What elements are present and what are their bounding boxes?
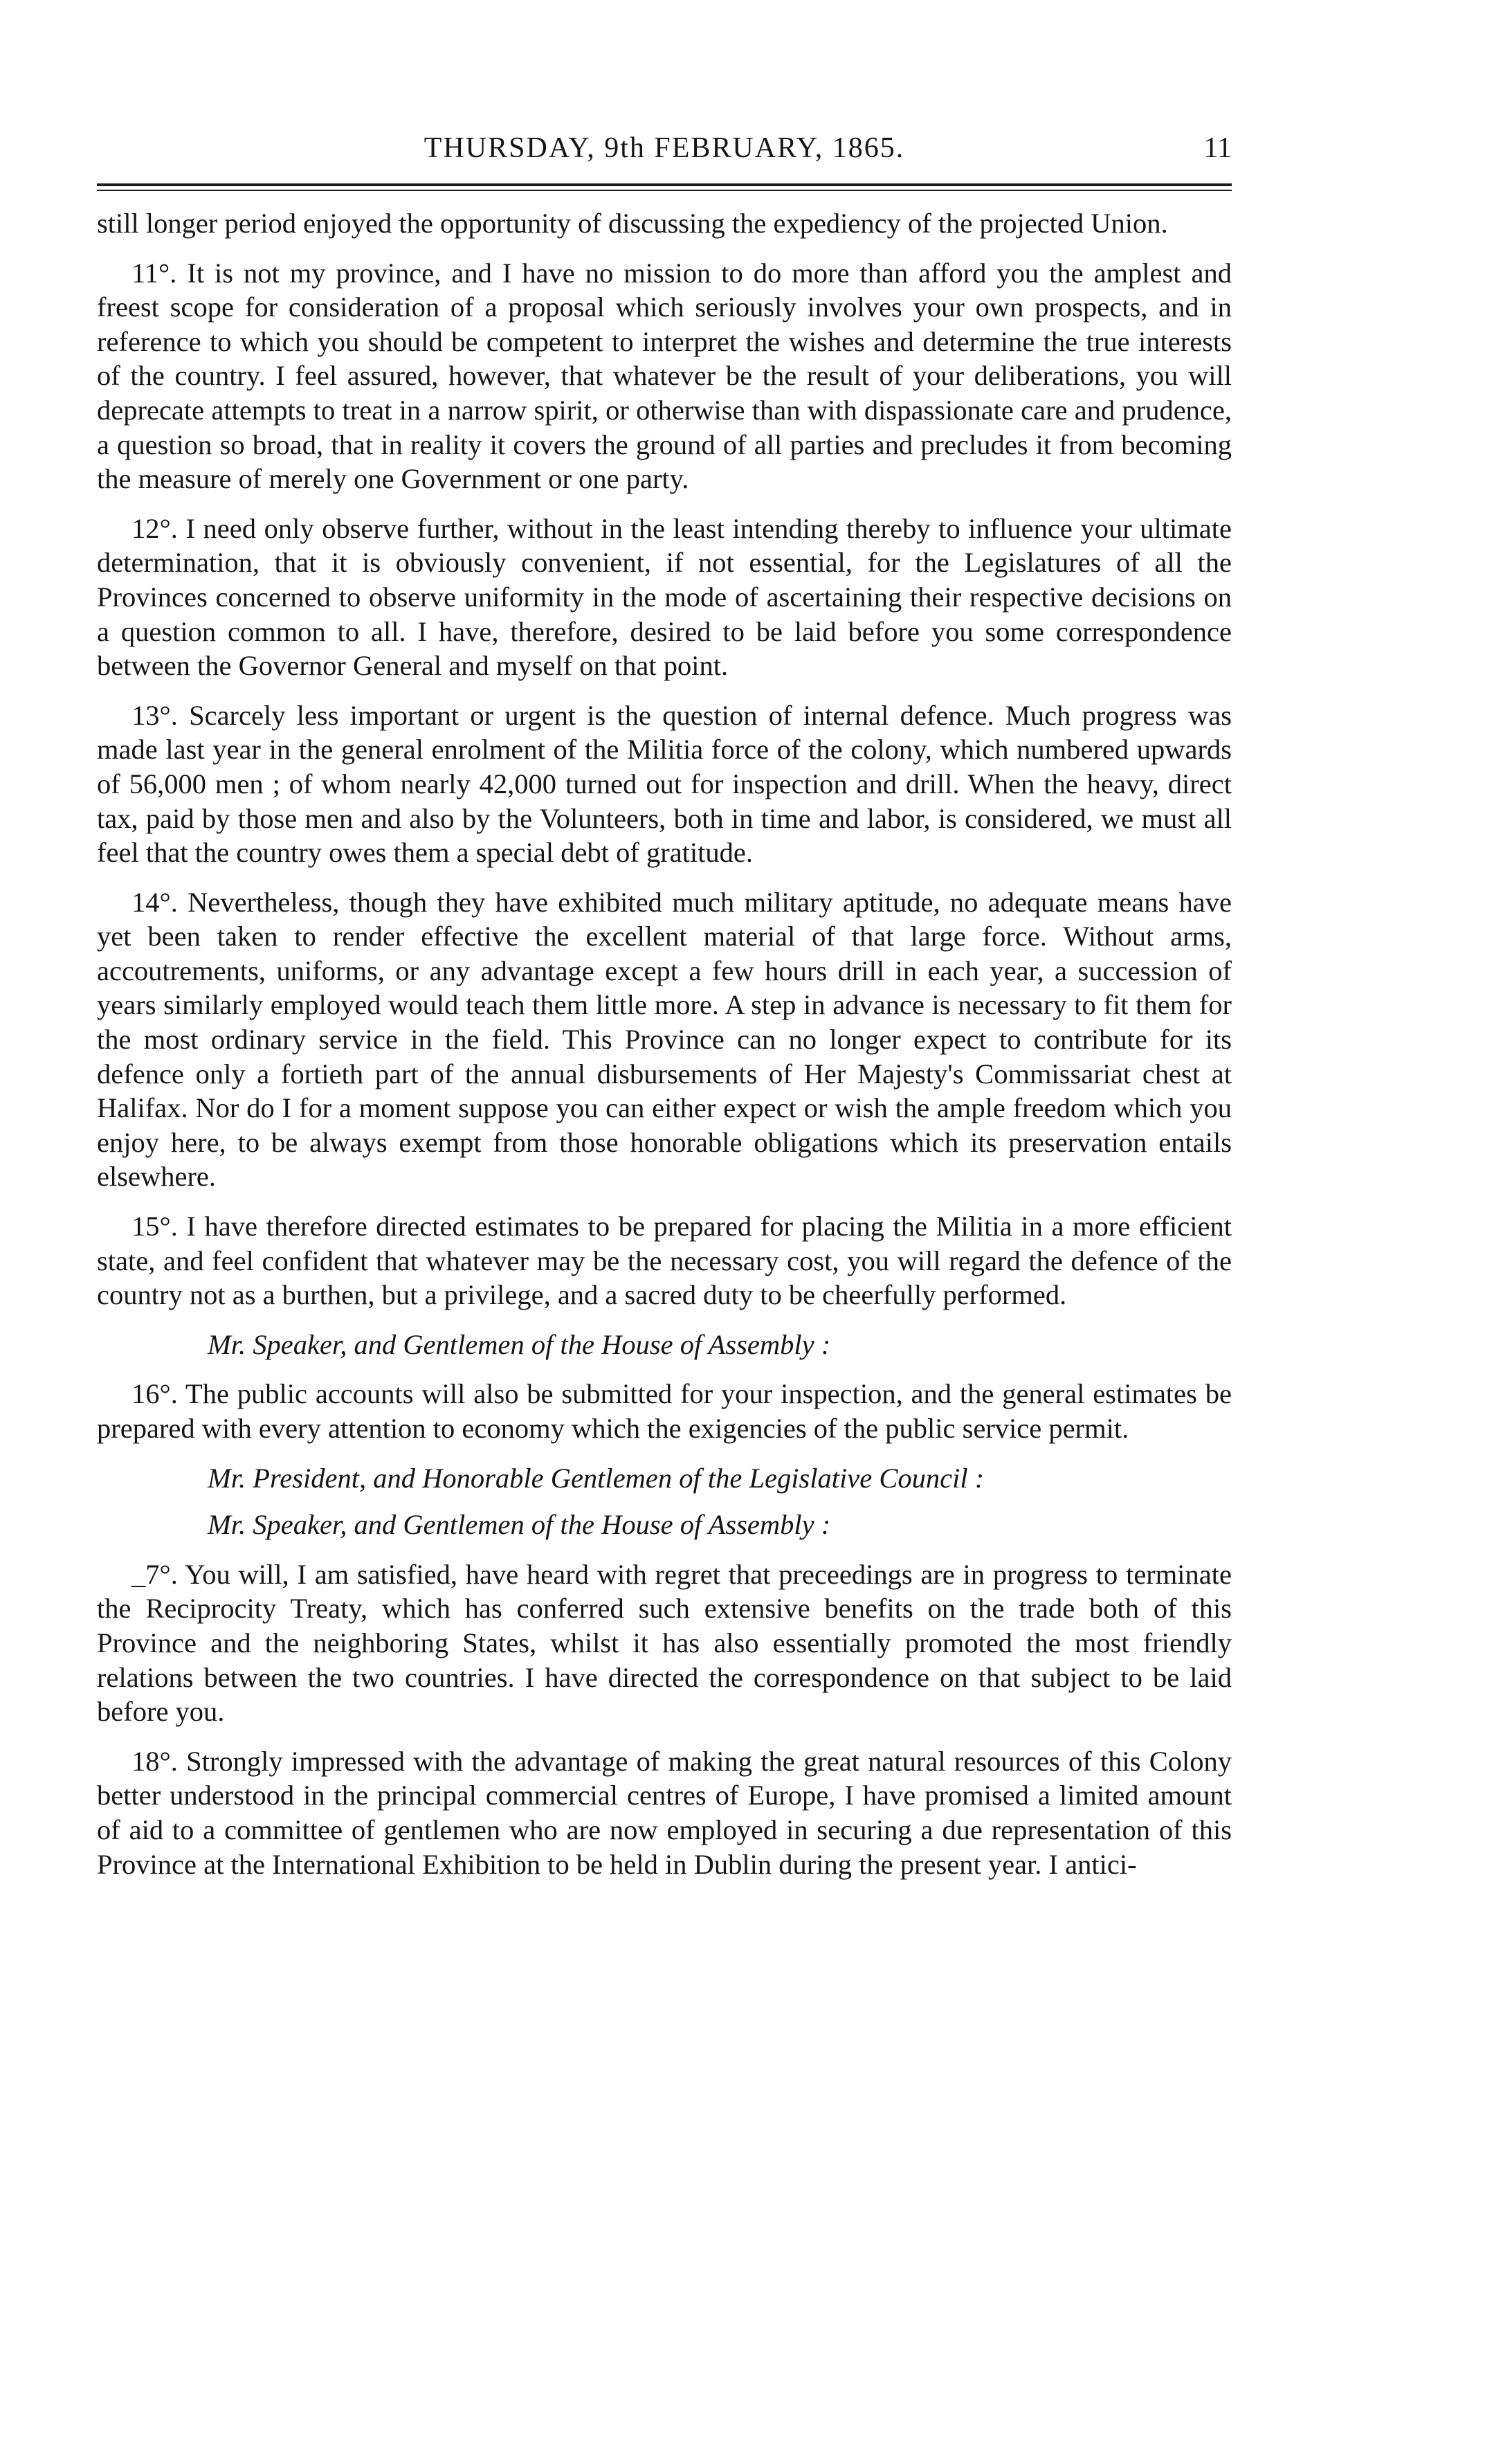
paragraph-text: You will, I am satisfied, have heard with regret that preceedings are in progress to terminate the Reciprocity Treaty, which has conferred such extensive benefits on the trade both of this Province and the neighboring States, whilst it has also essentially promoted the most friendly relations between the two countries. I have directed the correspondence on that subject to be laid before you.	[97, 1558, 1232, 1728]
paragraph-17	[97, 1557, 1232, 1729]
paragraph-text: I have therefore directed estimates to be prepared for placing the Militia in a more efficient state, and feel confident that whatever may be the necessary cost, you will regard the defence of the country not as a burthen, but a privilege, and a sacred duty to be cheerfully performed.	[97, 1211, 1232, 1311]
address-house-of-assembly: Mr. Speaker, and Gentlemen of the House of Assembly :	[208, 1328, 831, 1360]
paragraph-15	[97, 1209, 1232, 1312]
paragraph-number: 16°.	[131, 1378, 178, 1410]
paragraph-number: 11°.	[131, 257, 177, 289]
header-title: THURSDAY, 9th FEBRUARY, 1865.	[423, 132, 905, 164]
paragraph-text: Scarcely less important or urgent is the question of internal defence. Much progress was made last year in the general enrolment of the Militia force of the colony, which numbered upwards of 56,000 men ; of whom nearly 42,000 turned out for inspection and drill. When the heavy, direct tax, paid by those men and also by the Volunteers, both in time and labor, is considered, we must all feel that the country owes them a special debt of gratitude.	[97, 699, 1232, 869]
paragraph-13	[97, 698, 1232, 870]
address-house-of-assembly-2: Mr. Speaker, and Gentlemen of the House of Assembly :	[208, 1509, 831, 1541]
paragraph-number: 14°.	[131, 886, 178, 918]
document-page	[97, 118, 1232, 1881]
page-header	[97, 118, 1232, 183]
paragraph-text: The public accounts will also be submitted for your inspection, and the general estimates be prepared with every attention to economy which the exigencies of the public service permit.	[97, 1378, 1232, 1444]
paragraph-text: I need only observe further, without in the least intending thereby to influence your ultimate determination, that it is obviously convenient, if not essential, for the Legislatures of all the Provinces concerned to observe uniformity in the mode of ascertaining their respective decisions on a question common to all. I have, therefore, desired to be laid before you some correspondence between the Governor General and myself on that point.	[97, 512, 1232, 682]
body-text	[97, 206, 1232, 1881]
header-rule-thin	[97, 190, 1232, 191]
page-number: 11	[1203, 132, 1232, 164]
paragraph-number: _7°.	[131, 1558, 178, 1590]
paragraph-text: It is not my province, and I have no mission to do more than afford you the amplest and freest scope for consideration of a proposal which seriously involves your own prospects, and in reference to which you should be competent to interpret the wishes and determine the true interests of the country. I feel assured, however, that whatever be the result of your deliberations, you will deprecate attempts to treat in a narrow spirit, or otherwise than with dispassionate care and prudence, a question so broad, that in reality it covers the ground of all parties and precludes it from becoming the measure of merely one Government or one party.	[97, 257, 1232, 495]
paragraph-12	[97, 512, 1232, 683]
paragraph-number: 18°.	[131, 1745, 178, 1777]
paragraph-number: 12°.	[131, 512, 178, 544]
paragraph-18	[97, 1744, 1232, 1881]
paragraph-continued	[97, 206, 1232, 241]
paragraph-number: 15°.	[131, 1211, 178, 1242]
paragraph-text: Strongly impressed with the advantage of making the great natural resources of this Colony better understood in the principal commercial centres of Europe, I have promised a limited amount of aid to a committee of gentlemen who are now employed in securing a due representation of this Province at the International Exhibition to be held in Dublin during the present year. I antici-	[97, 1745, 1232, 1880]
paragraph-11	[97, 256, 1232, 496]
paragraph-14	[97, 885, 1232, 1194]
paragraph-text: still longer period enjoyed the opportunity of discussing the expediency of the projected Union.	[97, 208, 1168, 239]
paragraph-text: Nevertheless, though they have exhibited much military aptitude, no adequate means have yet been taken to render effective the excellent material of that large force. Without arms, accoutrements, uniforms, or any advantage except a few hours drill in each year, a succession of years similarly employed would teach them little more. A step in advance is necessary to fit them for the most ordinary service in the field. This Province can no longer expect to contribute for its defence only a fortieth part of the annual disbursements of Her Majesty's Commissariat chest at Halifax. Nor do I for a moment suppose you can either expect or wish the ample freedom which you enjoy here, to be always exempt from those honorable obligations which its preservation entails elsewhere.	[97, 886, 1232, 1193]
address-legislative-council: Mr. President, and Honorable Gentlemen of the Legislative Council :	[208, 1462, 985, 1494]
paragraph-number: 13°.	[131, 699, 178, 731]
paragraph-16	[97, 1377, 1232, 1445]
header-rule-thick	[97, 183, 1232, 186]
